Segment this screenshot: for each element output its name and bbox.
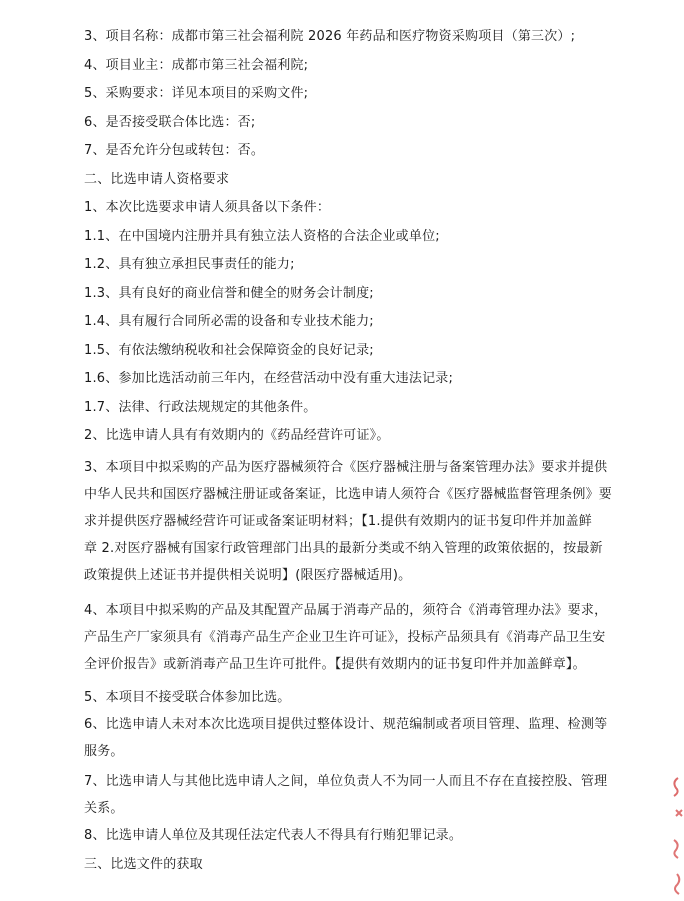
- qualification-item: 1.6、参加比选活动前三年内，在经营活动中没有重大违法记录;: [84, 371, 454, 386]
- consortium-line: 6、是否接受联合体比选：否;: [84, 115, 256, 130]
- qualification-intro: 1、本次比选要求申请人须具备以下条件：: [84, 200, 331, 215]
- paragraph-line: 4、本项目中拟采购的产品及其配置产品属于消毒产品的，须符合《消毒管理办法》要求，: [84, 603, 608, 618]
- paragraph-line: 6、比选申请人未对本次比选项目提供过整体设计、规范编制或者项目管理、监理、检测等: [84, 717, 608, 732]
- paragraph-line: 3、本项目中拟采购的产品为医疗器械须符合《医疗器械注册与备案管理办法》要求并提供: [84, 460, 608, 475]
- paragraph-line: 求并提供医疗器械经营许可证或备案证明材料；【1.提供有效期内的证书复印件并加盖鲜: [84, 514, 592, 529]
- qualification-item: 1.2、具有独立承担民事责任的能力;: [84, 257, 295, 272]
- disinfection-product-requirement: [84, 597, 609, 678]
- paragraph-line: 服务。: [84, 744, 124, 759]
- stamp-mark: [676, 810, 682, 816]
- qualification-item: 1.5、有依法缴纳税收和社会保障资金的良好记录;: [84, 343, 374, 358]
- red-seal-stamp-edge: [664, 770, 684, 900]
- qualification-item: 1.1、在中国境内注册并具有独立法人资格的合法企业或单位;: [84, 229, 440, 244]
- paragraph-line: 产品生产厂家须具有《消毒产品生产企业卫生许可证》，投标产品须具有《消毒产品卫生安: [84, 630, 606, 645]
- no-bribery-record-line: 8、比选申请人单位及其现任法定代表人不得具有行贿犯罪记录。: [84, 828, 463, 843]
- subcontract-line: 7、是否允许分包或转包：否。: [84, 143, 265, 158]
- no-consortium-line: 5、本项目不接受联合体参加比选。: [84, 690, 291, 705]
- paragraph-line: 全评价报告》或新消毒产品卫生许可批件。【提供有效期内的证书复印件并加盖鲜章】。: [84, 657, 586, 672]
- procurement-requirement-line: 5、采购要求：详见本项目的采购文件;: [84, 86, 309, 101]
- qualification-item: 1.4、具有履行合同所必需的设备和专业技术能力;: [84, 314, 374, 329]
- qualification-item: 1.3、具有良好的商业信誉和健全的财务会计制度;: [84, 286, 374, 301]
- project-name-line: 3、项目名称：成都市第三社会福利院 2026 年药品和医疗物资采购项目（第三次）;: [84, 29, 576, 44]
- section-2-heading: 二、比选申请人资格要求: [84, 172, 230, 187]
- drug-license-requirement: 2、比选申请人具有有效期内的《药品经营许可证》。: [84, 428, 390, 443]
- qualification-item: 1.7、法律、行政法规规定的其他条件。: [84, 400, 317, 415]
- section-3-heading: 三、比选文件的获取: [84, 857, 203, 872]
- paragraph-line: 关系。: [84, 801, 124, 816]
- stamp-mark: [675, 874, 679, 894]
- paragraph-line: 中华人民共和国医疗器械注册证或备案证，比选申请人须符合《医疗器械监督管理条例》要: [84, 487, 613, 502]
- no-related-party-requirement: [84, 768, 609, 822]
- paragraph-line: 章 2.对医疗器械有国家行政管理部门出具的最新分类或不纳入管理的政策依据的，按最新: [84, 541, 603, 556]
- paragraph-line: 政策提供上述证书并提供相关说明】(限医疗器械适用)。: [84, 568, 412, 583]
- no-design-service-requirement: [84, 711, 609, 765]
- medical-device-requirement: [84, 454, 613, 589]
- project-owner-line: 4、项目业主：成都市第三社会福利院;: [84, 58, 309, 73]
- stamp-mark: [674, 778, 678, 796]
- paragraph-line: 7、比选申请人与其他比选申请人之间，单位负责人不为同一人而且不存在直接控股、管理: [84, 774, 608, 789]
- stamp-mark: [674, 840, 678, 858]
